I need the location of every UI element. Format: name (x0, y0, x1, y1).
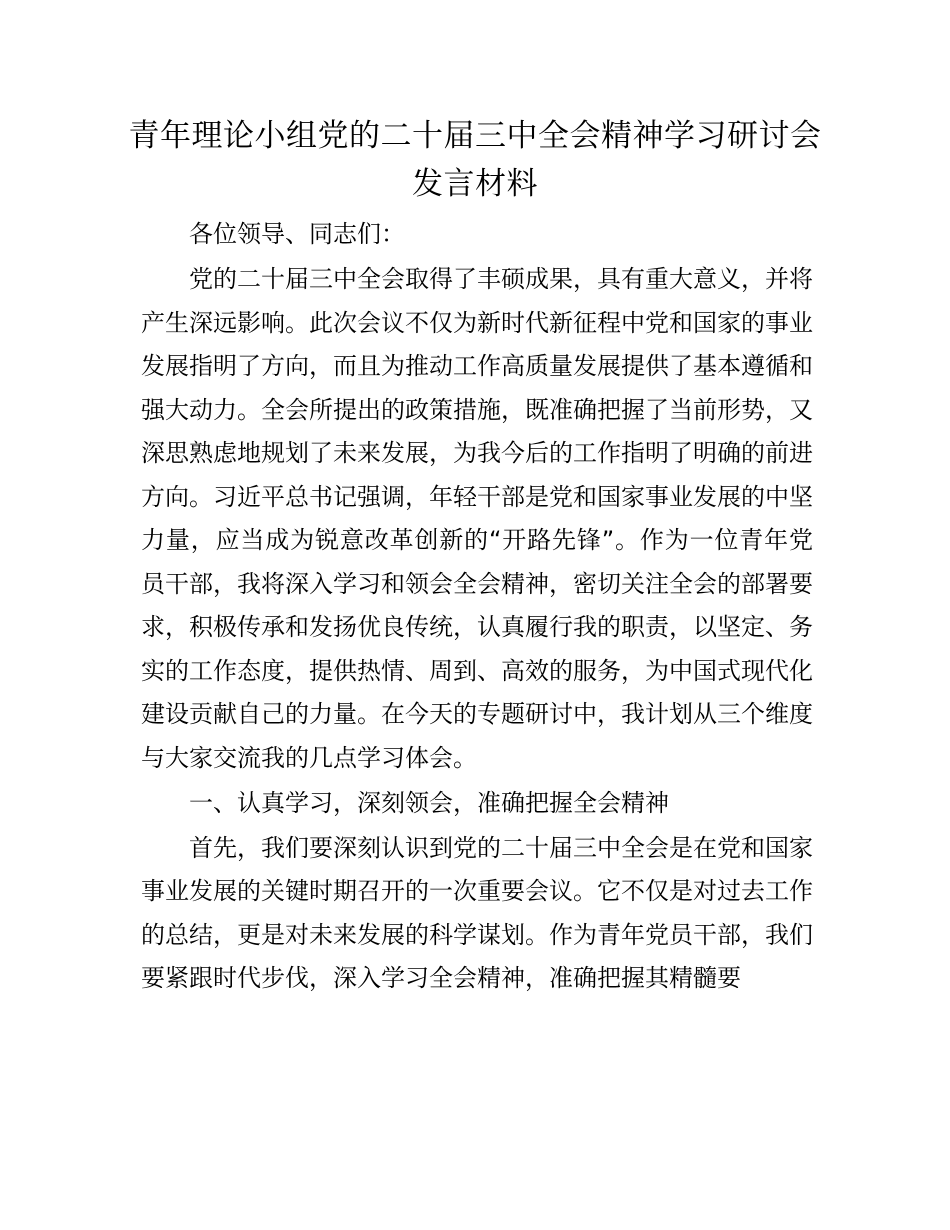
section-heading: 一、认真学习，深刻领会，准确把握全会精神 (189, 788, 669, 817)
document-title: 青年理论小组党的二十届三中全会精神学习研讨会发言材料 (128, 118, 822, 202)
body-paragraph: 首先，我们要深刻认识到党的二十届三中全会是在党和国家事业发展的关键时期召开的一次重要会议。它不仅是对过去工作的总结，更是对未来发展的科学谋划。作为青年党员干部，我们要紧跟时代步伐，深入学习全会精神，准确把握其精髓要 (141, 833, 813, 992)
document-body (141, 213, 813, 1001)
greeting: 各位领导、同志们： (189, 220, 405, 248)
body-paragraph: 党的二十届三中全会取得了丰硕成果，具有重大意义，并将产生深远影响。此次会议不仅为新时代新征程中党和国家的事业发展指明了方向，而且为推动工作高质量发展提供了基本遵循和强大动力。全会所提出的政策措施，既准确把握了当前形势，又深思熟虑地规划了未来发展，为我今后的工作指明了明确的前进方向。习近平总书记强调，年轻干部是党和国家事业发展的中坚力量，应当成为锐意改革创新的“开路先锋”。作为一位青年党员干部，我将深入学习和领会全会精神，密切关注全会的部署要求，积极传承和发扬优良传统，认真履行我的职责，以坚定、务实的工作态度，提供热情、周到、高效的服务，为中国式现代化建设贡献自己的力量。在今天的专题研讨中，我计划从三个维度与大家交流我的几点学习体会。 (141, 265, 813, 772)
